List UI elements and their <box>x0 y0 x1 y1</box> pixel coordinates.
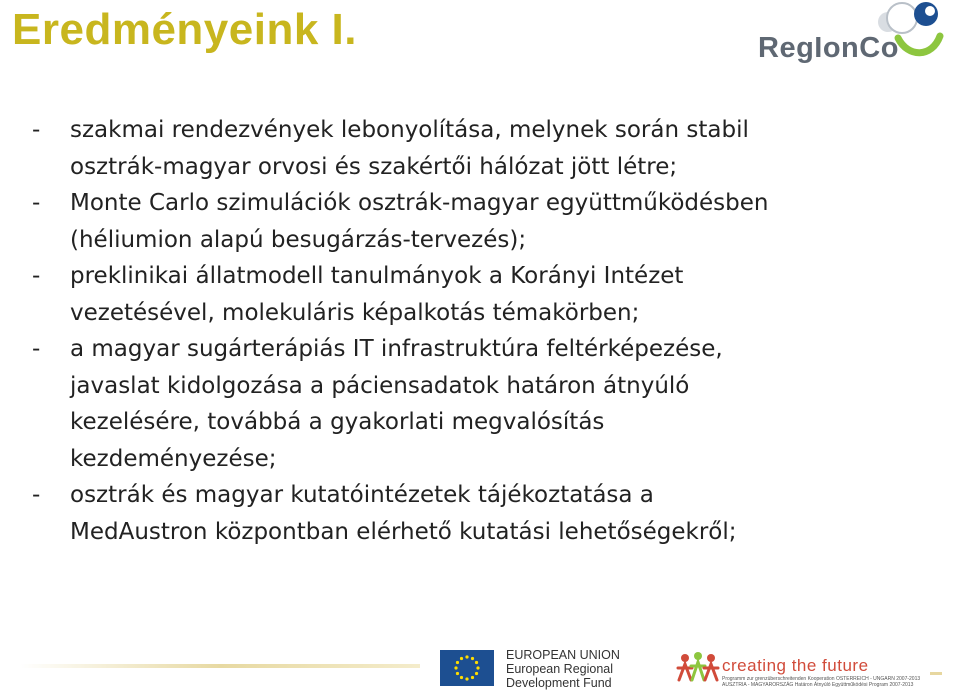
creating-the-future-title: creating the future <box>722 656 869 675</box>
eu-star <box>475 661 478 664</box>
bullet-item <box>28 112 928 185</box>
bullet-dash: - <box>32 117 41 143</box>
bullet-line: kezdeményezése; <box>70 445 277 472</box>
bullet-dash: - <box>32 336 41 362</box>
eu-star <box>454 666 457 669</box>
program-caption-line: Programm zur grenzüberschreitenden Kooperation ÖSTERREICH - UNGARN 2007-2013 <box>722 676 921 682</box>
eu-flag-icon <box>440 650 494 686</box>
eu-text-line: EUROPEAN UNION <box>506 648 620 662</box>
bullet-line: (héliumion alapú besugárzás-tervezés); <box>70 226 527 253</box>
bullet-dash: - <box>32 190 41 216</box>
regionco-logo <box>752 0 952 72</box>
eu-text-line: European Regional <box>506 662 614 676</box>
eu-text-line: Development Fund <box>506 676 612 690</box>
eu-star <box>460 676 463 679</box>
bullet-list <box>28 112 928 550</box>
program-caption-line: AUSZTRIA - MAGYARORSZÁG Határon Átnyúló Együttműködési Program 2007-2013 <box>722 682 914 688</box>
eu-star <box>456 661 459 664</box>
regionco-swirl-logo <box>870 0 952 64</box>
slide-title: Eredményeink I. <box>12 5 357 54</box>
eu-star <box>460 657 463 660</box>
bullet-line: javaslat kidolgozása a páciensadatok határon átnyúló <box>70 372 690 399</box>
program-caption <box>722 676 932 688</box>
regionco-logo-text: RegIonCo <box>758 32 899 64</box>
bullet-line: kezelésére, továbbá a gyakorlati megvalósítás <box>70 409 605 435</box>
eu-star <box>456 672 459 675</box>
creating-the-future-figures-icon <box>676 650 720 684</box>
eu-star <box>465 655 468 658</box>
eu-fund-text <box>506 648 620 690</box>
footer-decor-line <box>20 664 420 668</box>
bullet-line: preklinikai állatmodell tanulmányok a Korányi Intézet <box>70 263 684 289</box>
bullet-line: osztrák és magyar kutatóintézetek tájékoztatása a <box>70 482 654 508</box>
bullet-dash: - <box>32 482 41 508</box>
bullet-item <box>28 331 928 477</box>
footer-accent-bar <box>930 672 942 675</box>
bullet-line: MedAustron központban elérhető kutatási lehetőségekről; <box>70 518 737 545</box>
bullet-line: vezetésével, molekuláris képalkotás témakörben; <box>70 299 640 326</box>
eu-star <box>476 666 479 669</box>
bullet-line: Monte Carlo szimulációk osztrák-magyar együttműködésben <box>70 190 769 216</box>
eu-star <box>475 672 478 675</box>
eu-star <box>471 657 474 660</box>
bullet-line: a magyar sugárterápiás IT infrastruktúra feltérképezése, <box>70 336 723 362</box>
bullet-line: osztrák-magyar orvosi és szakértői hálózat jött létre; <box>70 153 678 180</box>
eu-star <box>465 677 468 680</box>
bullet-item <box>28 258 928 331</box>
bullet-dash: - <box>32 263 41 289</box>
eu-star <box>471 676 474 679</box>
bullet-line: szakmai rendezvények lebonyolítása, melynek során stabil <box>70 117 749 143</box>
bullet-item <box>28 477 928 550</box>
bullet-item <box>28 185 928 258</box>
